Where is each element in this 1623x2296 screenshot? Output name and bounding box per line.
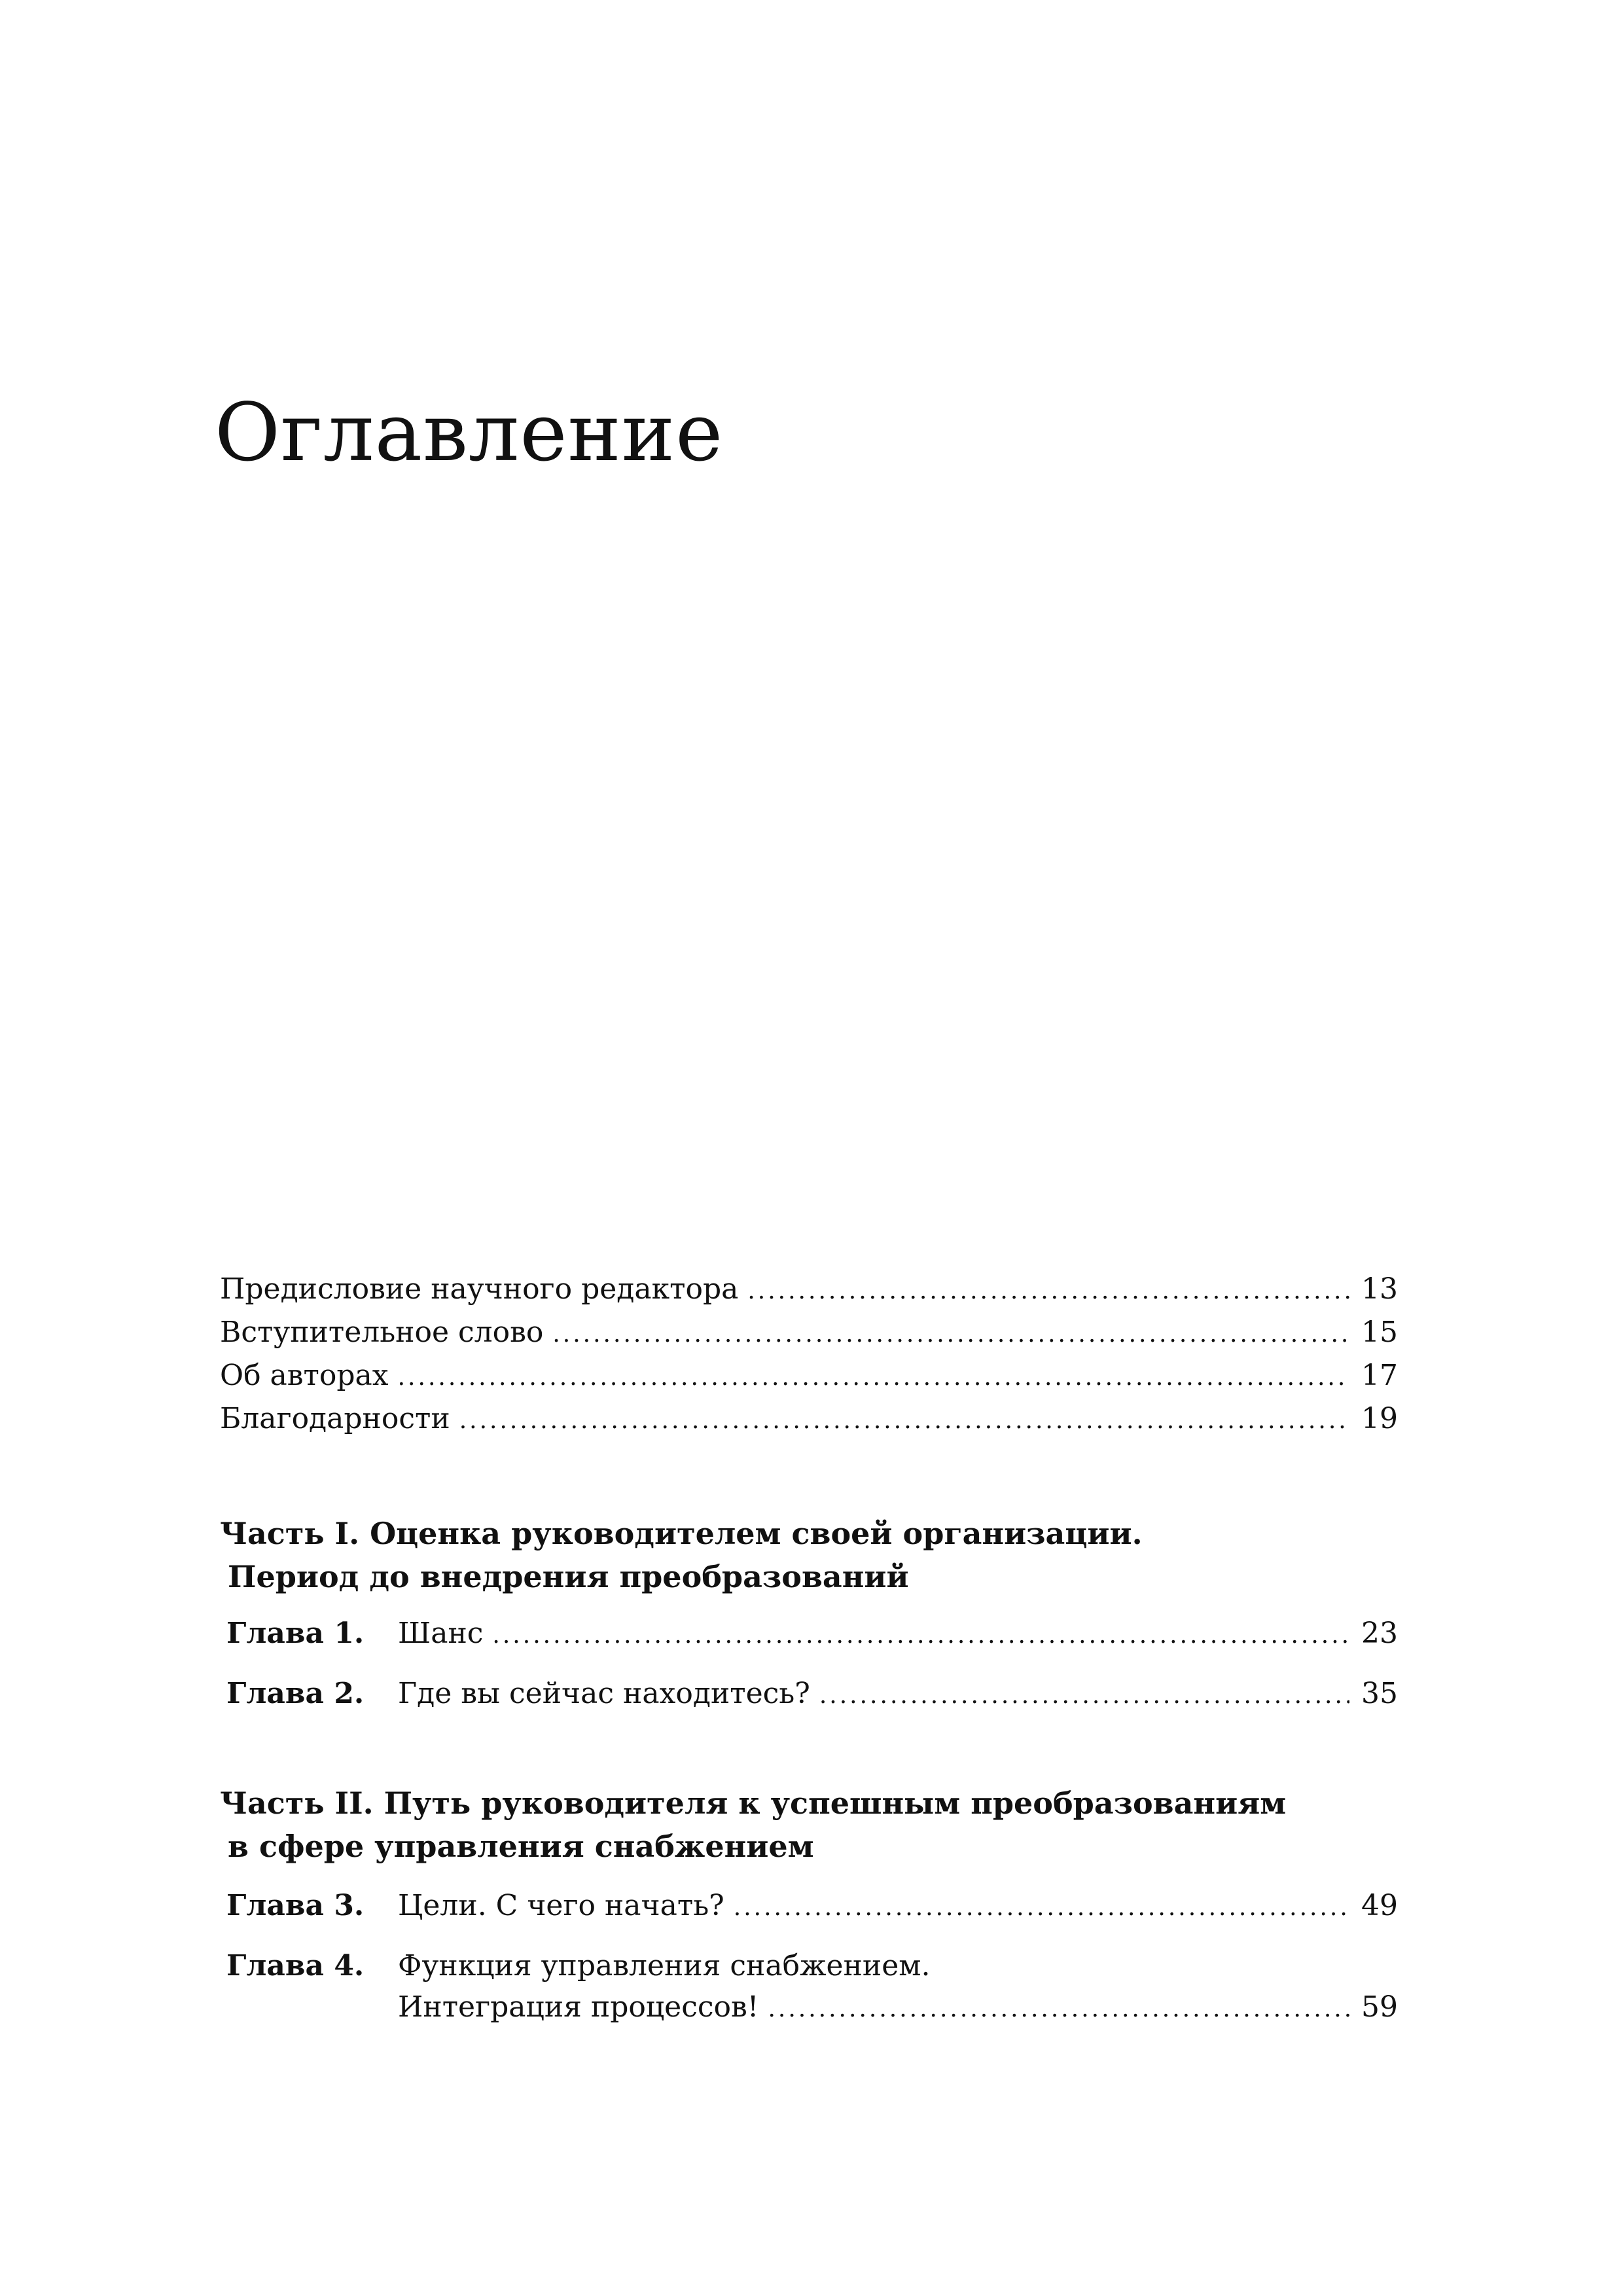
toc-chapter-2[interactable]	[226, 1673, 1398, 1716]
toc-entry-page: 15	[1361, 1316, 1398, 1349]
dot-leader	[768, 1988, 1349, 2030]
dot-leader	[492, 1615, 1349, 1656]
chapter-body	[398, 1613, 1398, 1656]
toc-entry-label: Благодарности	[220, 1402, 450, 1435]
front-matter-list	[220, 1268, 1398, 1441]
toc-entry-page: 13	[1361, 1272, 1398, 1306]
chapter-page: 35	[1361, 1677, 1398, 1710]
chapter-page: 49	[1361, 1889, 1398, 1922]
part-1-heading[interactable]	[220, 1512, 1398, 1598]
chapter-title: Интеграция процессов!	[398, 1990, 759, 2024]
chapter-number: Глава 4.	[226, 1949, 365, 1982]
part-heading-line1: Часть II. Путь руководителя к успешным преобразованиям	[220, 1785, 1287, 1821]
toc-entry-label: Вступительное слово	[220, 1316, 544, 1349]
dot-leader	[734, 1887, 1349, 1928]
toc-entry-page: 17	[1361, 1359, 1398, 1392]
dot-leader	[398, 1357, 1349, 1398]
toc-entry-label: Предисловие научного редактора	[220, 1272, 739, 1306]
toc-entry-acknowledgements[interactable]	[220, 1398, 1398, 1441]
dot-leader	[819, 1675, 1349, 1716]
toc-chapter-4[interactable]	[226, 1945, 1398, 2030]
dot-leader	[747, 1270, 1349, 1312]
chapter-body	[398, 1885, 1398, 1928]
toc-entry-page: 19	[1361, 1402, 1398, 1435]
toc-entry-about-authors[interactable]	[220, 1355, 1398, 1398]
chapter-page: 59	[1361, 1990, 1398, 2024]
chapter-title: Где вы сейчас находитесь?	[398, 1677, 810, 1710]
dot-leader	[552, 1314, 1349, 1355]
part-heading-line1: Часть I. Оценка руководителем своей организации.	[220, 1516, 1143, 1551]
chapter-title-line1: Функция управления снабжением.	[398, 1949, 931, 1982]
page-title: Оглавление	[215, 386, 724, 479]
toc-chapter-3[interactable]	[226, 1885, 1398, 1928]
chapter-page: 23	[1361, 1617, 1398, 1650]
toc-entry-editor-preface[interactable]	[220, 1268, 1398, 1312]
chapter-number: Глава 3.	[226, 1889, 365, 1922]
toc-entry-introduction[interactable]	[220, 1312, 1398, 1355]
chapter-body	[398, 1673, 1398, 1716]
toc-entry-label: Об авторах	[220, 1359, 389, 1392]
part-2-heading[interactable]	[220, 1782, 1398, 1868]
part-heading-line2: в сфере управления снабжением	[228, 1829, 814, 1864]
chapter-title: Цели. С чего начать?	[398, 1889, 724, 1922]
chapter-number: Глава 1.	[226, 1617, 365, 1650]
chapter-title: Шанс	[398, 1617, 484, 1650]
part-heading-line2: Период до внедрения преобразований	[228, 1559, 909, 1594]
chapter-title-line2-row	[398, 1986, 1398, 2030]
chapter-body	[398, 1945, 1398, 2030]
dot-leader	[459, 1400, 1349, 1441]
toc-chapter-1[interactable]	[226, 1613, 1398, 1656]
chapter-number: Глава 2.	[226, 1677, 365, 1710]
